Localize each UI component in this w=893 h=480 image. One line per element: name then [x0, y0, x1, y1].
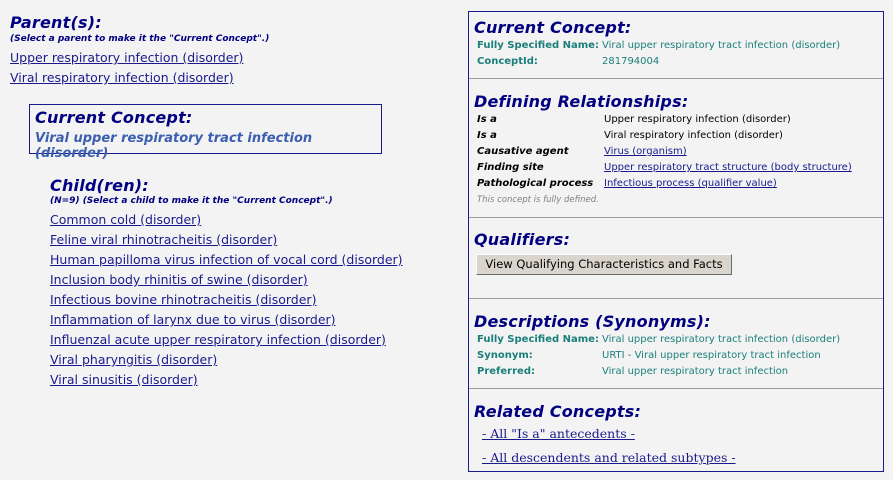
child-link[interactable]: Human papilloma virus infection of vocal cord (disorder)	[50, 252, 403, 267]
child-link[interactable]: Viral pharyngitis (disorder)	[50, 352, 218, 367]
child-link[interactable]: Feline viral rhinotracheitis (disorder)	[50, 232, 278, 247]
parent-link[interactable]: Upper respiratory infection (disorder)	[10, 50, 244, 65]
relationship-type: Finding site	[477, 162, 544, 173]
parents-hint: (Select a parent to make it the "Current Concept".)	[10, 34, 270, 44]
child-link[interactable]: Inclusion body rhinitis of swine (disorder)	[50, 272, 308, 287]
fsn-value: Viral upper respiratory tract infection (disorder)	[602, 40, 841, 51]
description-value: URTI - Viral upper respiratory tract infection	[602, 350, 821, 361]
relationship-type: Is a	[477, 114, 497, 125]
divider	[469, 217, 883, 218]
panel-current-concept-title: Current Concept:	[474, 18, 632, 37]
description-value: Viral upper respiratory tract infection	[602, 366, 789, 377]
current-concept-name: Viral upper respiratory tract infection (disorder)	[35, 131, 313, 161]
concept-details-panel	[468, 11, 884, 472]
current-concept-title: Current Concept:	[35, 108, 193, 127]
child-link[interactable]: Common cold (disorder)	[50, 212, 202, 227]
qualifiers-title: Qualifiers:	[474, 230, 571, 249]
current-concept-box	[29, 104, 382, 161]
fully-defined-note: This concept is fully defined.	[477, 195, 599, 205]
child-link[interactable]: Influenzal acute upper respiratory infection (disorder)	[50, 332, 386, 347]
parents-title: Parent(s):	[10, 13, 102, 32]
divider	[469, 388, 883, 389]
concept-id-label: ConceptId:	[477, 56, 538, 67]
relationship-value-link[interactable]: Upper respiratory tract structure (body structure)	[604, 162, 852, 173]
parent-link[interactable]: Viral respiratory infection (disorder)	[10, 70, 234, 85]
relationship-value: Upper respiratory infection (disorder)	[604, 114, 791, 125]
fsn-label: Fully Specified Name:	[477, 40, 599, 51]
parents-section	[10, 13, 269, 88]
relationship-value-link[interactable]: Infectious process (qualifier value)	[604, 178, 777, 189]
children-title: Child(ren):	[50, 176, 149, 195]
description-value: Viral upper respiratory tract infection (disorder)	[602, 334, 841, 345]
child-link[interactable]: Viral sinusitis (disorder)	[50, 372, 198, 387]
description-label: Synonym:	[477, 350, 533, 361]
child-link[interactable]: Inflammation of larynx due to virus (disorder)	[50, 312, 336, 327]
all-is-a-antecedents-link[interactable]: - All "Is a" antecedents -	[482, 426, 635, 441]
concept-id-value: 281794004	[602, 56, 660, 67]
relationships-title: Defining Relationships:	[474, 92, 689, 111]
relationship-value: Viral respiratory infection (disorder)	[604, 130, 783, 141]
children-section	[50, 176, 403, 390]
description-label: Preferred:	[477, 366, 535, 377]
view-qualifying-characteristics-button[interactable]: View Qualifying Characteristics and Facts	[476, 254, 732, 275]
divider	[469, 78, 883, 79]
descriptions-title: Descriptions (Synonyms):	[474, 312, 711, 331]
description-label: Fully Specified Name:	[477, 334, 599, 345]
relationship-type: Causative agent	[477, 146, 569, 157]
child-link[interactable]: Infectious bovine rhinotracheitis (disorder)	[50, 292, 317, 307]
all-descendents-link[interactable]: - All descendents and related subtypes -	[482, 450, 736, 465]
children-hint: (N=9) (Select a child to make it the "Current Concept".)	[50, 196, 333, 206]
divider	[469, 298, 883, 299]
related-concepts-title: Related Concepts:	[474, 402, 642, 421]
relationship-type: Pathological process	[477, 178, 594, 189]
relationship-type: Is a	[477, 130, 497, 141]
relationship-value-link[interactable]: Virus (organism)	[604, 146, 687, 157]
